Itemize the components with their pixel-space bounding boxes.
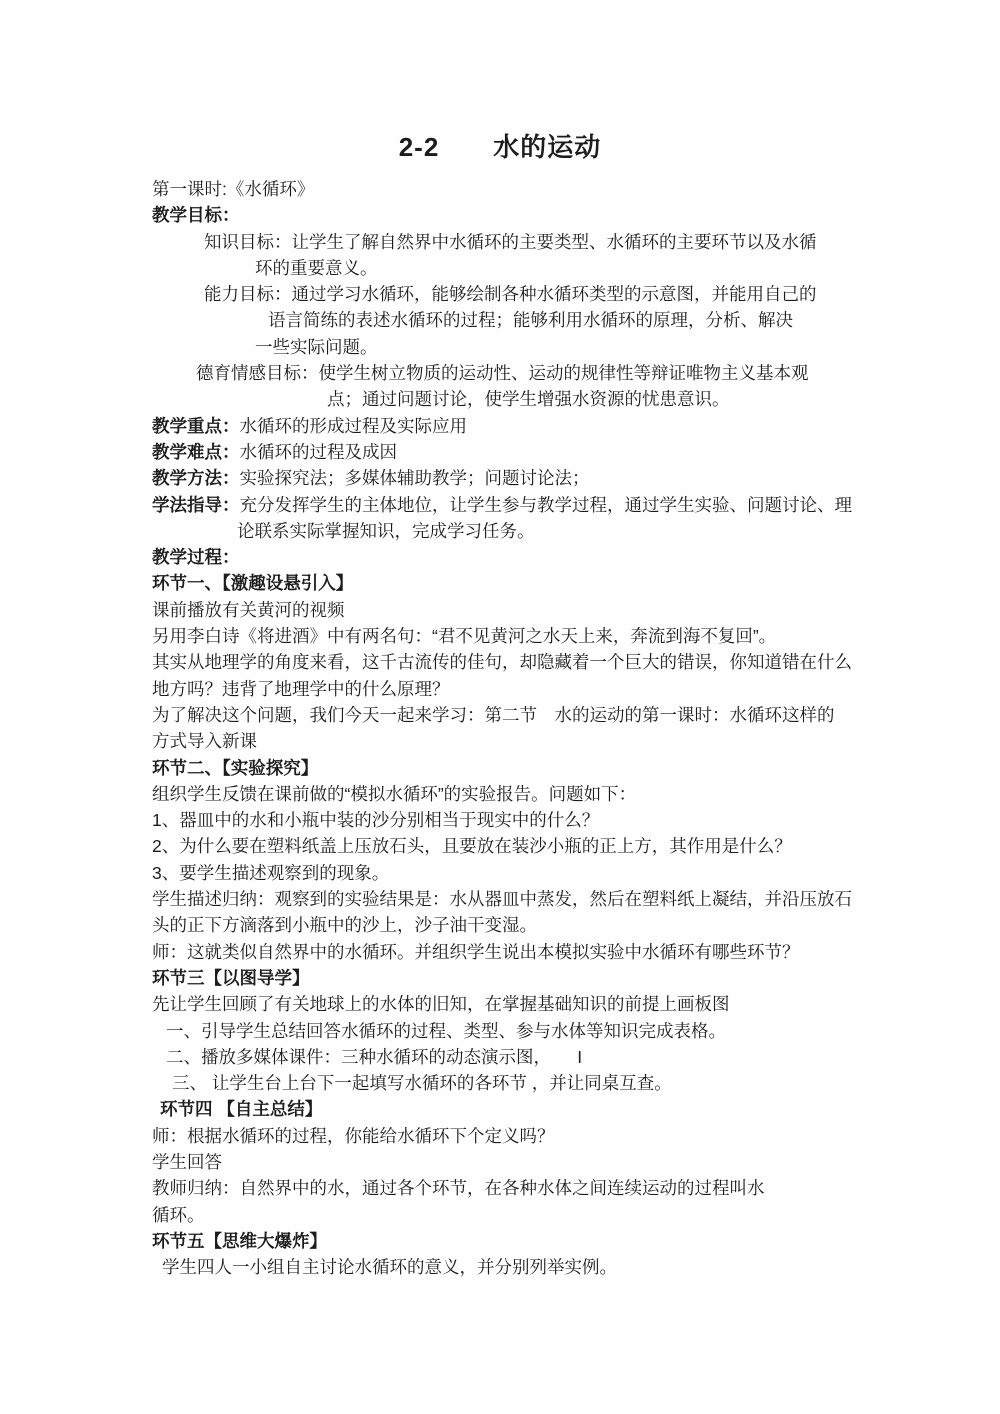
text-line: 能力目标：通过学习水循环，能够绘制各种水循环类型的示意图，并能用自己的	[204, 284, 817, 305]
section-heading: 环节一、【激趣设悬引入】	[152, 573, 354, 594]
text-line: 论联系实际掌握知识，完成学习任务。	[237, 520, 535, 541]
text-line: 另用李白诗《将进酒》中有两名句：“君不见黄河之水天上来，奔流到海不复回”。	[152, 626, 777, 647]
text-line: 三、 让学生台上台下一起填写水循环的各环节 ，并让同桌互查。	[172, 1073, 672, 1094]
document-body	[0, 164, 1000, 1280]
text-line: 德育情感目标：使学生树立物质的运动性、运动的规律性等辩证唯物主义基本观	[196, 363, 809, 384]
text-line	[152, 413, 852, 439]
field-value: 水循环的形成过程及实际应用	[239, 415, 467, 436]
text-line: 先让学生回顾了有关地球上的水体的旧知，在掌握基础知识的前提上画板图	[152, 994, 730, 1015]
field-label: 学法指导：	[152, 494, 240, 515]
field-label: 教学方法：	[152, 468, 240, 489]
text-line: 第一课时:《水循环》	[152, 179, 315, 199]
field-label: 教学难点：	[152, 441, 240, 462]
text-line: 师：这就类似自然界中的水循环。并组织学生说出本模拟实验中水循环有哪些环节？	[152, 941, 800, 962]
text-line: 学生四人一小组自主讨论水循环的意义，并分别列举实例。	[162, 1257, 617, 1278]
field-value: 充分发挥学生的主体地位，让学生参与教学过程，通过学生实验、问题讨论、理	[239, 494, 852, 515]
section-heading: 教学目标：	[152, 205, 240, 226]
text-line: 一、引导学生总结回答水循环的过程、类型、参与水体等知识完成表格。	[166, 1020, 726, 1041]
text-line: 组织学生反馈在课前做的“模拟水循环”的实验报告。问题如下：	[152, 783, 637, 804]
text-line	[152, 492, 852, 518]
text-line: 1、器皿中的水和小瓶中装的沙分别相当于现实中的什么？	[152, 810, 600, 831]
field-value: 实验探究法；多媒体辅助教学；问题讨论法；	[239, 468, 590, 489]
text-line: 语言简练的表述水循环的过程；能够利用水循环的原理，分析、解决	[268, 310, 793, 331]
text-line: 二、播放多媒体课件：三种水循环的动态演示图， I	[166, 1046, 583, 1067]
section-heading: 环节三【以图导学】	[152, 967, 310, 988]
text-line: 地方吗？违背了地理学中的什么原理？	[152, 678, 450, 699]
text-line: 学生回答	[152, 1151, 222, 1172]
text-line: 其实从地理学的角度来看，这千古流传的佳句，却隐藏着一个巨大的错误，你知道错在什么	[152, 652, 852, 673]
text-line: 2、为什么要在塑料纸盖上压放石头，且要放在装沙小瓶的正上方，其作用是什么？	[152, 836, 792, 857]
section-heading: 环节四 【自主总结】	[160, 1099, 323, 1120]
text-line: 环的重要意义。	[255, 257, 378, 278]
page-title: 2-2 水的运动	[398, 132, 602, 162]
section-heading: 教学过程：	[152, 547, 240, 568]
text-line	[152, 465, 852, 491]
text-line: 师：根据水循环的过程，你能给水循环下个定义吗？	[152, 1125, 555, 1146]
text-line: 一些实际问题。	[255, 336, 378, 357]
text-line: 教师归纳：自然界中的水，通过各个环节，在各种水体之间连续运动的过程叫水	[152, 1178, 765, 1199]
text-line: 为了解决这个问题，我们今天一起来学习：第二节 水的运动的第一课时：水循环这样的	[152, 704, 835, 725]
text-line: 循环。	[152, 1204, 205, 1225]
field-value: 水循环的过程及成因	[239, 441, 397, 462]
field-label: 教学重点：	[152, 415, 240, 436]
text-line	[152, 439, 852, 465]
text-line: 学生描述归纳：观察到的实验结果是：水从器皿中蒸发，然后在塑料纸上凝结，并沿压放石	[152, 889, 852, 910]
text-line: 点；通过问题讨论，使学生增强水资源的忧患意识。	[327, 389, 730, 410]
section-heading: 环节五【思维大爆炸】	[152, 1230, 327, 1251]
text-line: 知识目标：让学生了解自然界中水循环的主要类型、水循环的主要环节以及水循	[204, 231, 817, 252]
section-heading: 环节二、【实验探究】	[152, 757, 319, 778]
text-line: 课前播放有关黄河的视频	[152, 599, 345, 620]
text-line: 方式导入新课	[152, 731, 257, 752]
text-line: 头的正下方滴落到小瓶中的沙上，沙子油干变湿。	[152, 915, 537, 936]
text-line: 3、要学生描述观察到的现象。	[152, 862, 390, 883]
